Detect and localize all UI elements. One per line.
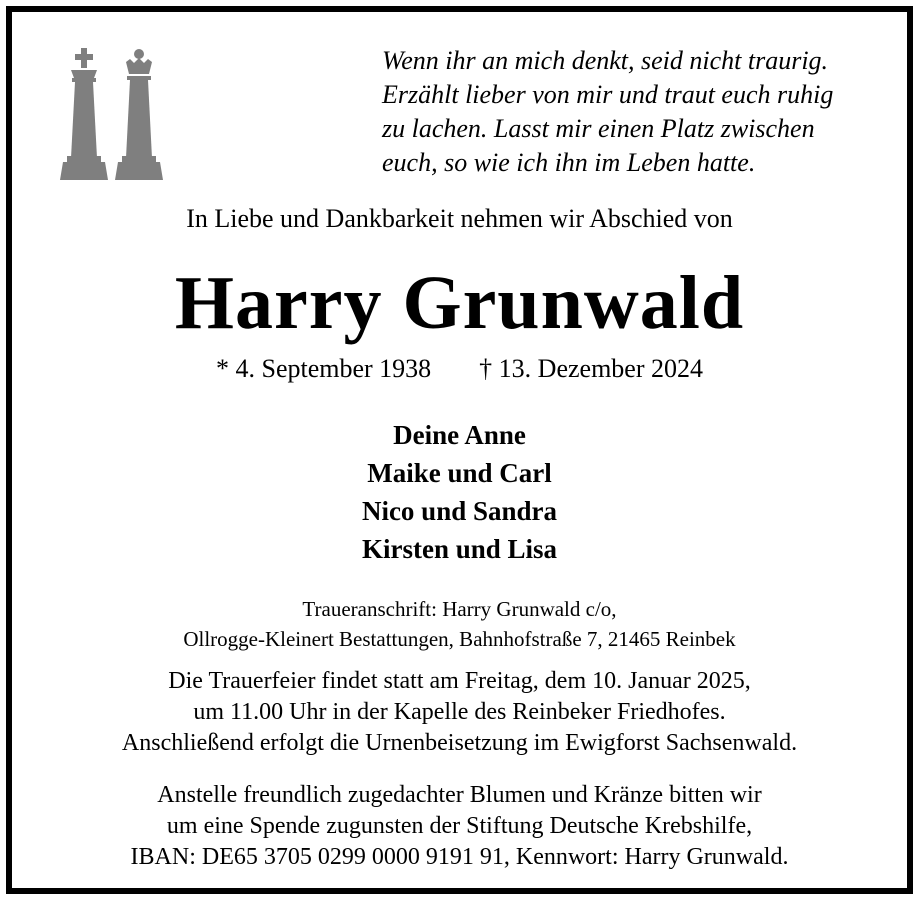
family-member: Kirsten und Lisa [361,534,558,564]
mourning-address [12,594,907,654]
address-line: Ollrogge-Kleinert Bestattungen, Bahnhofstraße 7, 21465 Reinbek [183,627,736,651]
poem-line: Erzählt lieber von mir und traut euch ruhig [382,80,834,109]
family-member: Nico und Sandra [361,496,558,526]
address-line: Traueranschrift: Harry Grunwald c/o, [302,597,617,621]
poem-line: Wenn ihr an mich denkt, seid nicht traurig. [382,46,829,75]
deceased-name: Harry Grunwald [174,261,745,345]
family-member: Maike und Carl [367,458,552,488]
funeral-service-info [12,666,907,759]
donation-info [12,780,907,873]
service-line: Anschließend erfolgt die Urnenbeisetzung im Ewigforst Sachsenwald. [121,730,798,756]
poem-line: zu lachen. Lasst mir einen Platz zwischen [382,114,815,143]
donation-line: um eine Spende zugunsten der Stiftung Deutsche Krebshilfe, [166,813,753,839]
birth-date: * 4. September 1938 [215,354,432,383]
donation-line: Anstelle freundlich zugedachter Blumen und Kränze bitten wir [157,782,762,808]
service-line: um 11.00 Uhr in der Kapelle des Reinbeker Friedhofes. [193,699,726,725]
family-member: Deine Anne [393,420,526,450]
intro-text: In Liebe und Dankbarkeit nehmen wir Abschied von [186,204,733,233]
obituary-frame [6,6,913,894]
poem [382,44,892,180]
life-dates [12,354,907,384]
service-line: Die Trauerfeier findet statt am Freitag, dem 10. Januar 2025, [168,668,751,694]
death-date: † 13. Dezember 2024 [479,354,703,383]
obituary-content [12,12,907,888]
family-list [12,416,907,568]
poem-line: euch, so wie ich ihn im Leben hatte. [382,148,756,177]
donation-line: IBAN: DE65 3705 0299 0000 9191 91, Kennwort: Harry Grunwald. [130,844,789,870]
chess-king-and-queen-icon [59,46,171,180]
